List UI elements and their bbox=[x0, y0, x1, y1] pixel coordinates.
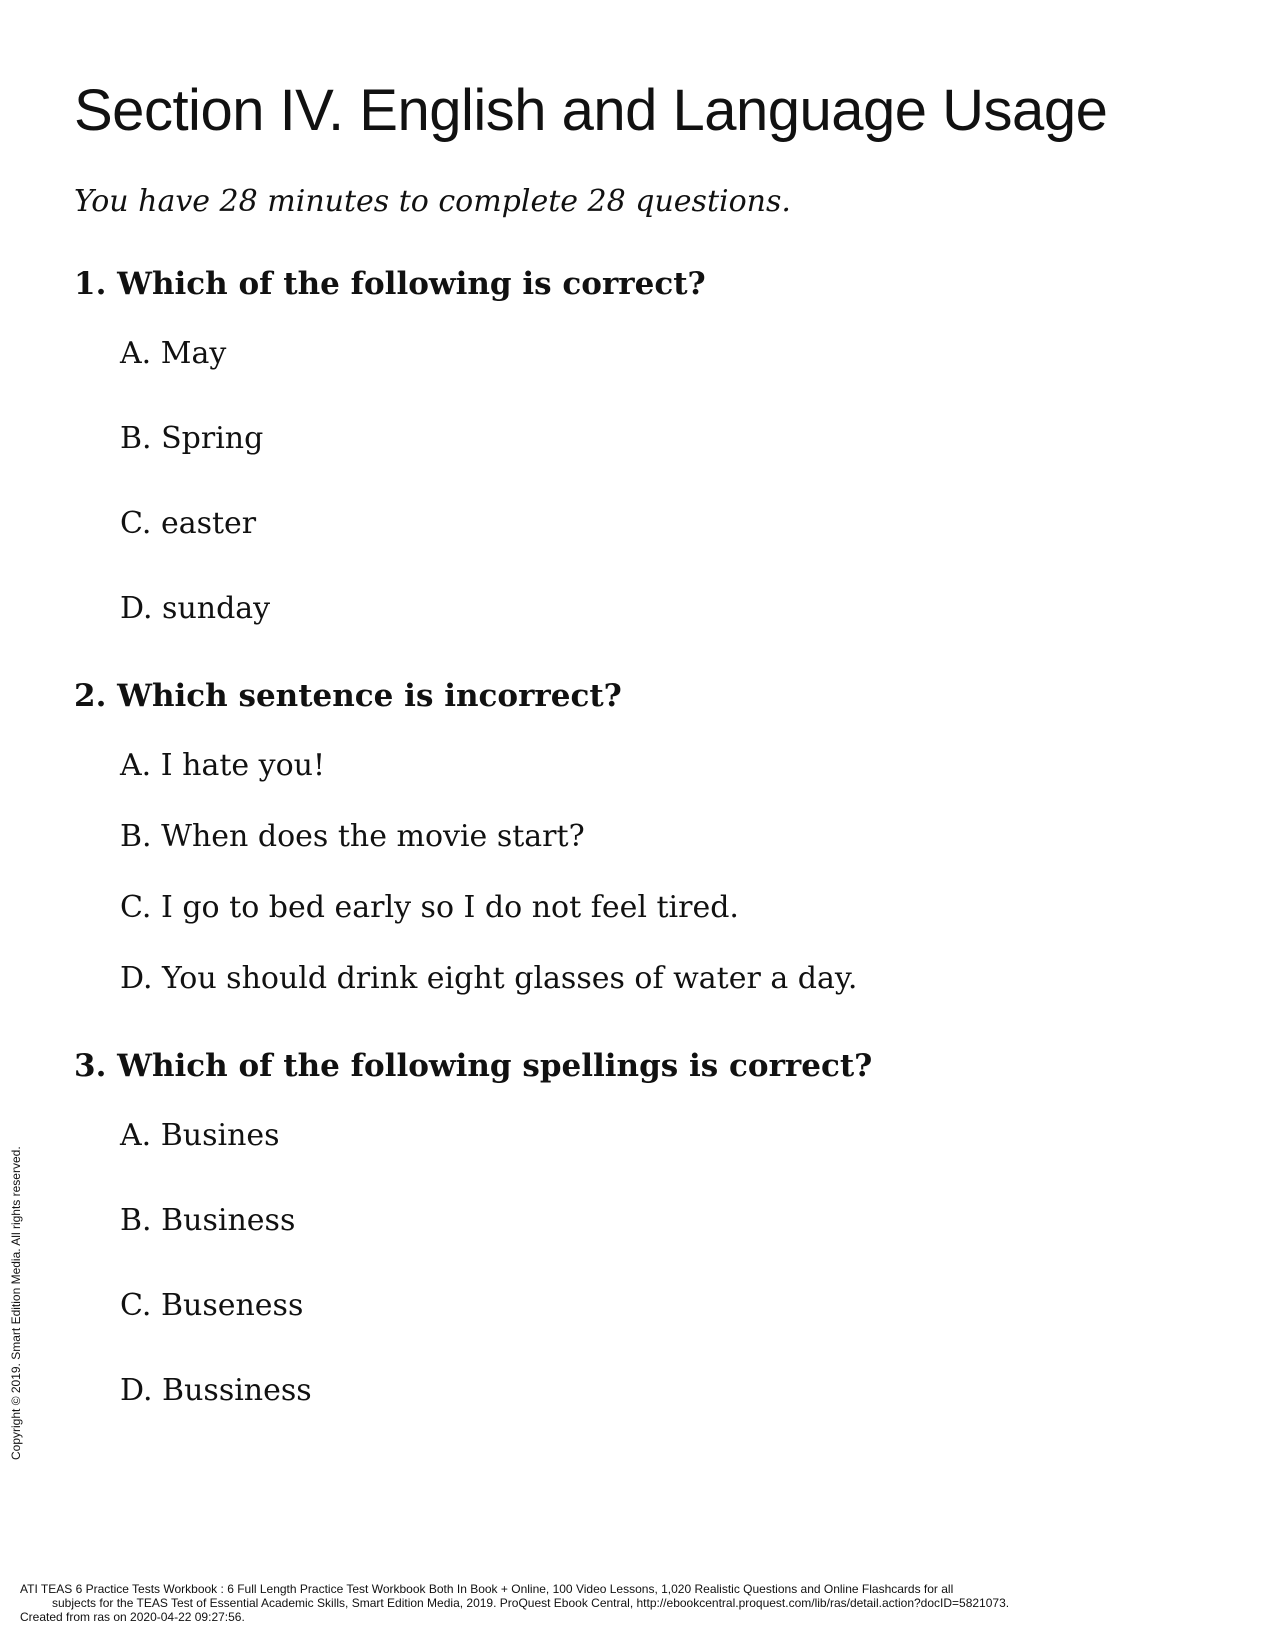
question-1-option-a: A. May bbox=[120, 336, 227, 371]
side-copyright: Copyright © 2019. Smart Edition Media. All rights reserved. bbox=[9, 1146, 23, 1460]
question-3-option-a: A. Busines bbox=[120, 1118, 280, 1153]
question-2-option-d: D. You should drink eight glasses of water a day. bbox=[120, 961, 858, 996]
question-3-option-c: C. Buseness bbox=[120, 1288, 304, 1323]
question-1-option-c: C. easter bbox=[120, 506, 257, 541]
footer-line-2: subjects for the TEAS Test of Essential Academic Skills, Smart Edition Media, 2019. ProQuest Ebook Central, http://ebookcentral.proquest.com/lib/ras/detail.action?docID=5821073. bbox=[52, 1596, 1010, 1610]
question-3-prompt: 3. Which of the following spellings is correct? bbox=[74, 1048, 873, 1084]
question-2-option-a: A. I hate you! bbox=[120, 748, 326, 783]
question-2-option-c: C. I go to bed early so I do not feel tired. bbox=[120, 890, 739, 925]
question-3-option-b: B. Business bbox=[120, 1203, 296, 1238]
question-1-prompt: 1. Which of the following is correct? bbox=[74, 266, 706, 302]
question-3-option-d: D. Bussiness bbox=[120, 1373, 312, 1408]
footer-line-1: ATI TEAS 6 Practice Tests Workbook : 6 Full Length Practice Test Workbook Both In Book + Online, 100 Video Lessons, 1,020 Realistic Questions and Online Flashcards for all bbox=[20, 1582, 954, 1596]
question-1-option-b: B. Spring bbox=[120, 421, 264, 456]
question-1-option-d: D. sunday bbox=[120, 591, 271, 626]
section-title: Section IV. English and Language Usage bbox=[74, 78, 1108, 143]
footer-citation bbox=[20, 1582, 1009, 1624]
footer-line-3: Created from ras on 2020-04-22 09:27:56. bbox=[20, 1610, 245, 1624]
question-2-option-b: B. When does the movie start? bbox=[120, 819, 585, 854]
question-2-prompt: 2. Which sentence is incorrect? bbox=[74, 678, 622, 714]
intro-text: You have 28 minutes to complete 28 questions. bbox=[74, 184, 791, 219]
